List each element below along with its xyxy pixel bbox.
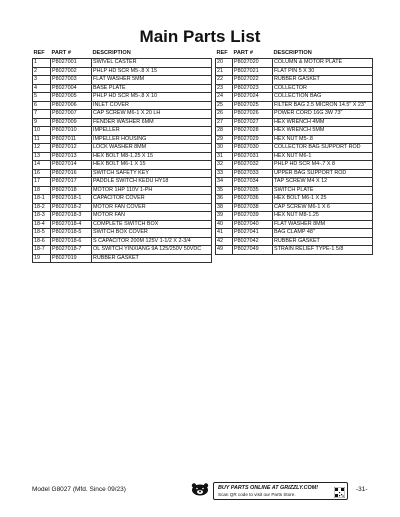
table-header-row: [216, 50, 373, 59]
description-cell: INLET COVER: [92, 101, 212, 110]
ref-cell: 18-2: [33, 203, 51, 212]
description-cell: COLLECTION BAG: [273, 93, 373, 102]
ref-cell: 16: [33, 169, 51, 178]
ref-cell: 21: [216, 67, 233, 76]
table-row: [33, 144, 212, 153]
table-row: [33, 203, 212, 212]
description-cell: COMPLETE SWITCH BOX: [92, 220, 212, 229]
description-cell: FLAT PIN 5 X 30: [273, 67, 373, 76]
table-row: [216, 118, 373, 127]
ref-cell: 20: [216, 59, 233, 68]
ref-cell: 31: [216, 152, 233, 161]
ref-cell: 19: [33, 254, 51, 263]
part-number-cell: P8027028: [233, 127, 273, 136]
ref-cell: 30: [216, 144, 233, 153]
table-row: [33, 161, 212, 170]
ref-cell: 36: [216, 195, 233, 204]
part-number-cell: P8027017: [51, 178, 92, 187]
table-row: [33, 67, 212, 76]
ref-cell: 12: [33, 144, 51, 153]
ref-cell: 18-6: [33, 237, 51, 246]
part-number-cell: P8027009: [51, 118, 92, 127]
part-number-cell: P8027018-4: [51, 220, 92, 229]
table-row: [33, 186, 212, 195]
part-number-cell: P8027040: [233, 220, 273, 229]
table-row: [33, 237, 212, 246]
header-description: DESCRIPTION: [92, 50, 131, 57]
description-cell: PHLP HD SCR M4-.7 X 8: [273, 161, 373, 170]
description-cell: S CAPACITOR 200M 125V 1-1/2 X 2-3/4: [92, 237, 212, 246]
ref-cell: 26: [216, 110, 233, 119]
grizzly-bear-logo-icon: [190, 482, 210, 496]
parts-table-right: [215, 50, 373, 255]
table-row: [216, 186, 373, 195]
part-number-cell: P8027025: [233, 101, 273, 110]
description-cell: RUBBER GASKET: [92, 254, 212, 263]
table-row: [216, 110, 373, 119]
description-cell: COLLECTOR BAG SUPPORT ROD: [273, 144, 373, 153]
part-number-cell: P8027012: [51, 144, 92, 153]
part-number-cell: P8027006: [51, 101, 92, 110]
description-cell: COLUMN & MOTOR PLATE: [273, 59, 373, 68]
table-row: [33, 76, 212, 85]
description-cell: HEX BOLT M6-1 X 25: [273, 195, 373, 204]
part-number-cell: P8027018-5: [51, 229, 92, 238]
part-number-cell: P8027018-2: [51, 203, 92, 212]
description-cell: IMPELLER HOUSING: [92, 135, 212, 144]
ref-cell: 28: [216, 127, 233, 136]
description-cell: HEX WRENCH 5MM: [273, 127, 373, 136]
part-number-cell: P8027042: [233, 237, 273, 246]
description-cell: SWITCH PLATE: [273, 186, 373, 195]
table-row: [33, 152, 212, 161]
table-row: [216, 195, 373, 204]
table-row: [33, 246, 212, 255]
table-row: [33, 169, 212, 178]
description-cell: MOTOR FAN: [92, 212, 212, 221]
description-cell: MOTOR 1HP 110V 1-PH: [92, 186, 212, 195]
table-row: [33, 84, 212, 93]
description-cell: PHLP HD SCR M5-.8 X 15: [92, 67, 212, 76]
description-cell: FLAT WASHER 8MM: [273, 220, 373, 229]
part-number-cell: P8027003: [51, 76, 92, 85]
part-number-cell: P8027049: [233, 246, 273, 255]
ref-cell: 18: [33, 186, 51, 195]
description-cell: SWITCH SAFETY KEY: [92, 169, 212, 178]
table-row: [33, 220, 212, 229]
header-part: PART #: [233, 50, 253, 57]
ref-cell: 39: [216, 212, 233, 221]
header-ref: REF: [216, 50, 228, 57]
ref-cell: 4: [33, 84, 51, 93]
part-number-cell: P8027032: [233, 161, 273, 170]
header-ref: REF: [33, 50, 45, 57]
table-row: [216, 127, 373, 136]
part-number-cell: P8027024: [233, 93, 273, 102]
description-cell: HEX BOLT M8-1.25 X 15: [92, 152, 212, 161]
ref-cell: 22: [216, 76, 233, 85]
part-number-cell: P8027031: [233, 152, 273, 161]
description-cell: TAP SCREW M4 X 12: [273, 178, 373, 187]
description-cell: UPPER BAG SUPPORT ROD: [273, 169, 373, 178]
part-number-cell: P8027016: [51, 169, 92, 178]
part-number-cell: P8027010: [51, 127, 92, 136]
part-number-cell: P8027018-3: [51, 212, 92, 221]
table-row: [33, 101, 212, 110]
description-cell: HEX NUT M6-1: [273, 152, 373, 161]
ref-cell: 27: [216, 118, 233, 127]
ref-cell: 1: [33, 59, 51, 68]
table-row: [216, 84, 373, 93]
part-number-cell: P8027038: [233, 203, 273, 212]
description-cell: HEX BOLT M6-1 X 15: [92, 161, 212, 170]
part-number-cell: P8027013: [51, 152, 92, 161]
part-number-cell: P8027005: [51, 93, 92, 102]
ref-cell: 24: [216, 93, 233, 102]
table-row: [216, 101, 373, 110]
part-number-cell: P8027026: [233, 110, 273, 119]
ref-cell: 42: [216, 237, 233, 246]
parts-table-left: [32, 50, 212, 263]
ref-cell: 18-4: [33, 220, 51, 229]
description-cell: CAP SCREW M6-1 X 20 LH: [92, 110, 212, 119]
qr-code-icon: [334, 485, 345, 496]
part-number-cell: P8027023: [233, 84, 273, 93]
part-number-cell: P8027019: [51, 254, 92, 263]
description-cell: POWER CORD 16G 3W 73": [273, 110, 373, 119]
table-row: [33, 59, 212, 68]
description-cell: BASE PLATE: [92, 84, 212, 93]
description-cell: RUBBER GASKET: [273, 76, 373, 85]
table-row: [216, 152, 373, 161]
page-title: Main Parts List: [139, 27, 261, 46]
table-row: [33, 229, 212, 238]
table-row: [33, 110, 212, 119]
part-number-cell: P8027007: [51, 110, 92, 119]
ref-cell: 17: [33, 178, 51, 187]
part-number-cell: P8027022: [233, 76, 273, 85]
part-number-cell: P8027018-6: [51, 237, 92, 246]
part-number-cell: P8027018-1: [51, 195, 92, 204]
ref-cell: 9: [33, 118, 51, 127]
table-row: [216, 178, 373, 187]
description-cell: PADDLE SWITCH KEDU HY18: [92, 178, 212, 187]
description-cell: FENDER WASHER 6MM: [92, 118, 212, 127]
ref-cell: 18-1: [33, 195, 51, 204]
table-row: [216, 161, 373, 170]
description-cell: COLLECTOR: [273, 84, 373, 93]
ref-cell: 33: [216, 169, 233, 178]
description-cell: HEX NUT M8-1.25: [273, 212, 373, 221]
banner-subtext: Scan QR code to visit our Parts Store.: [218, 492, 296, 497]
part-number-cell: P8027002: [51, 67, 92, 76]
part-number-cell: P8027033: [233, 169, 273, 178]
table-header-row: [33, 50, 212, 59]
description-cell: SWITCH BOX COVER: [92, 229, 212, 238]
table-row: [33, 254, 212, 263]
description-cell: MOTOR FAN COVER: [92, 203, 212, 212]
table-row: [216, 93, 373, 102]
part-number-cell: P8027041: [233, 229, 273, 238]
description-cell: RUBBER GASKET: [273, 237, 373, 246]
table-row: [33, 195, 212, 204]
table-row: [216, 76, 373, 85]
description-cell: OL SWITCH YINXIANG 9A 125/250V 50VDC: [92, 246, 212, 255]
table-row: [216, 203, 373, 212]
description-cell: CAPACITOR COVER: [92, 195, 212, 204]
table-row: [216, 67, 373, 76]
ref-cell: 18-3: [33, 212, 51, 221]
part-number-cell: P8027001: [51, 59, 92, 68]
description-cell: FILTER BAG 2.5 MICRON 14.5" X 23": [273, 101, 373, 110]
part-number-cell: P8027018-7: [51, 246, 92, 255]
page-number: -31-: [356, 486, 368, 493]
part-number-cell: P8027011: [51, 135, 92, 144]
table-row: [33, 178, 212, 187]
ref-cell: 35: [216, 186, 233, 195]
description-cell: BAG CLAMP 48": [273, 229, 373, 238]
ref-cell: 3: [33, 76, 51, 85]
part-number-cell: P8027036: [233, 195, 273, 204]
table-row: [33, 135, 212, 144]
banner-headline: BUY PARTS ONLINE AT GRIZZLY.COM!: [218, 485, 319, 491]
part-number-cell: P8027004: [51, 84, 92, 93]
part-number-cell: P8027029: [233, 135, 273, 144]
part-number-cell: P8027034: [233, 178, 273, 187]
header-part: PART #: [51, 50, 71, 57]
description-cell: IMPELLER: [92, 127, 212, 136]
ref-cell: 14: [33, 161, 51, 170]
table-row: [216, 237, 373, 246]
ref-cell: 11: [33, 135, 51, 144]
ref-cell: 18-7: [33, 246, 51, 255]
part-number-cell: P8027027: [233, 118, 273, 127]
parts-store-banner: [213, 482, 348, 500]
part-number-cell: P8027030: [233, 144, 273, 153]
description-cell: STRAIN RELIEF TYPE-1 5/8: [273, 246, 373, 255]
ref-cell: 40: [216, 220, 233, 229]
description-cell: HEX WRENCH 4MM: [273, 118, 373, 127]
ref-cell: 34: [216, 178, 233, 187]
description-cell: LOCK WASHER 8MM: [92, 144, 212, 153]
ref-cell: 5: [33, 93, 51, 102]
table-row: [216, 144, 373, 153]
ref-cell: 2: [33, 67, 51, 76]
description-cell: PHLP HD SCR M5-.8 X 10: [92, 93, 212, 102]
ref-cell: 25: [216, 101, 233, 110]
ref-cell: 7: [33, 110, 51, 119]
part-number-cell: P8027039: [233, 212, 273, 221]
table-row: [216, 135, 373, 144]
table-row: [216, 59, 373, 68]
table-row: [216, 220, 373, 229]
table-row: [216, 169, 373, 178]
description-cell: CAP SCREW M6-1 X 6: [273, 203, 373, 212]
model-footer: Model G8027 (Mfd. Since 09/23): [32, 486, 126, 493]
part-number-cell: P8027020: [233, 59, 273, 68]
ref-cell: 13: [33, 152, 51, 161]
table-row: [216, 212, 373, 221]
table-row: [216, 229, 373, 238]
ref-cell: 49: [216, 246, 233, 255]
ref-cell: 38: [216, 203, 233, 212]
table-row: [33, 93, 212, 102]
ref-cell: 32: [216, 161, 233, 170]
part-number-cell: P8027014: [51, 161, 92, 170]
ref-cell: 29: [216, 135, 233, 144]
ref-cell: 41: [216, 229, 233, 238]
table-row: [33, 118, 212, 127]
description-cell: HEX NUT M5-.8: [273, 135, 373, 144]
table-row: [216, 246, 373, 255]
part-number-cell: P8027035: [233, 186, 273, 195]
table-row: [33, 127, 212, 136]
ref-cell: 10: [33, 127, 51, 136]
ref-cell: 18-5: [33, 229, 51, 238]
description-cell: SWIVEL CASTER: [92, 59, 212, 68]
description-cell: FLAT WASHER 5MM: [92, 76, 212, 85]
header-description: DESCRIPTION: [273, 50, 312, 57]
ref-cell: 6: [33, 101, 51, 110]
part-number-cell: P8027018: [51, 186, 92, 195]
ref-cell: 23: [216, 84, 233, 93]
part-number-cell: P8027021: [233, 67, 273, 76]
table-row: [33, 212, 212, 221]
